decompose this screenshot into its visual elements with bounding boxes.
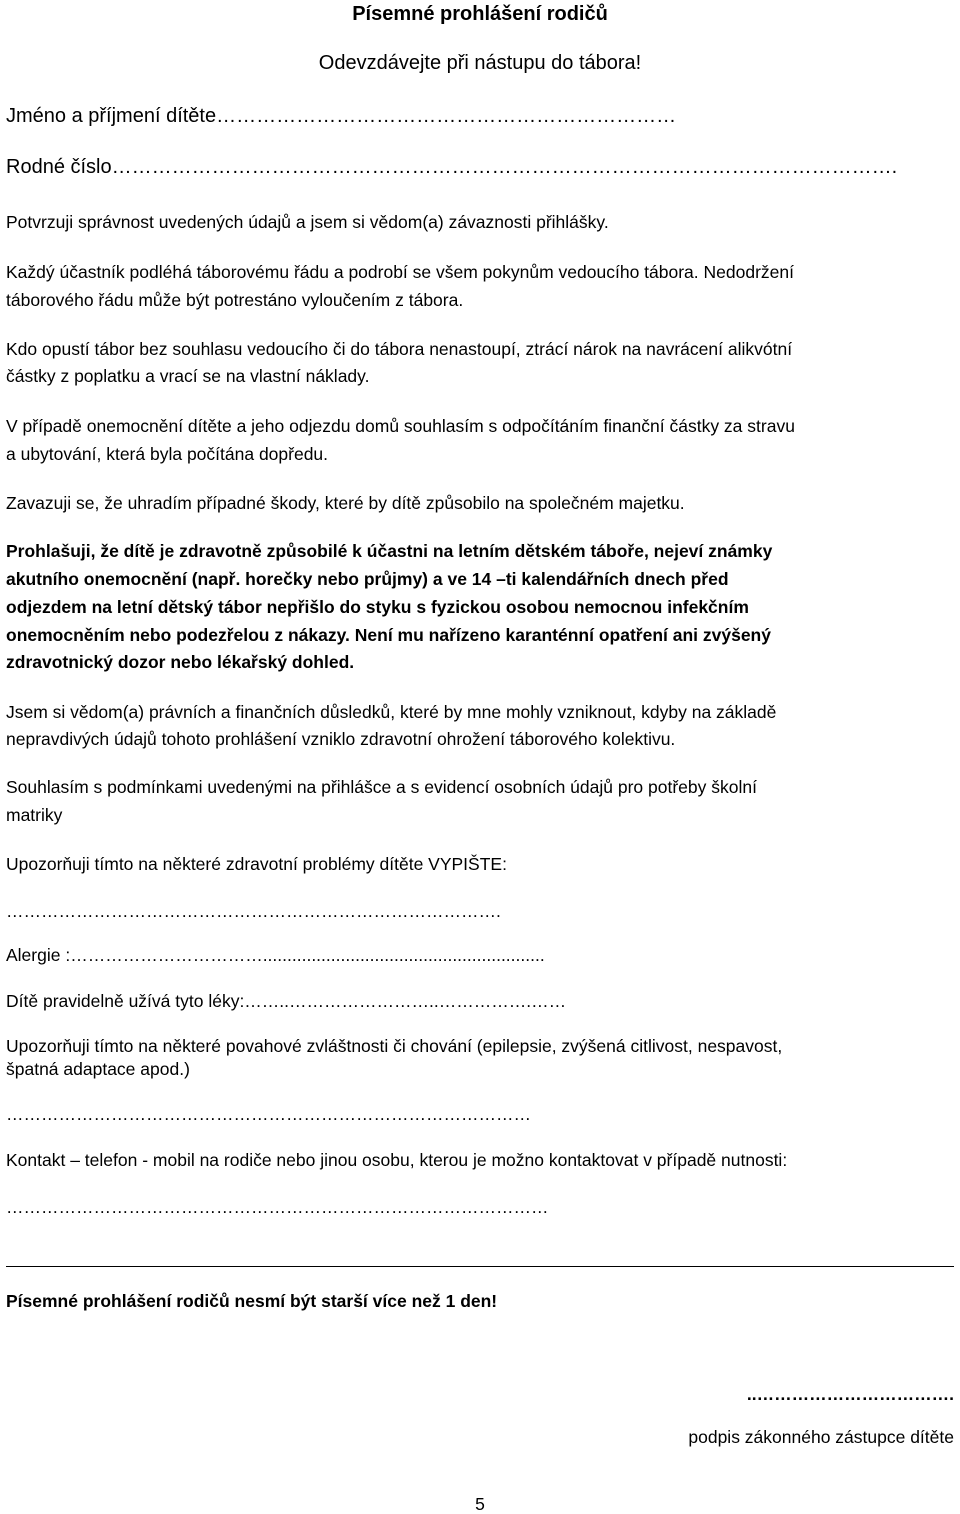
paragraph-confirmation: Potvrzuji správnost uvedených údajů a jsem si vědom(a) závaznosti přihlášky.: [6, 212, 609, 232]
contact-blank: …………………………………………………………………………………: [6, 1197, 549, 1217]
paragraph-health-declaration-line: odjezdem na letní dětský tábor nepřišlo do styku s fyzickou osobou nemocnou infekčním: [6, 597, 749, 617]
paragraph-behaviour-line: Upozorňuji tímto na některé povahové zvláštnosti či chování (epilepsie, zvýšená citlivost, nespavost,: [6, 1036, 783, 1056]
validity-note: Písemné prohlášení rodičů nesmí být starší více než 1 den!: [6, 1291, 498, 1311]
signature-line: ..…………………………….: [746, 1384, 954, 1404]
paragraph-damages: Zavazuji se, že uhradím případné škody, které by dítě způsobilo na společném majetku.: [6, 493, 685, 513]
page-title: Písemné prohlášení rodičů: [352, 3, 608, 25]
behaviour-blank: ………………………………………………………………………………: [6, 1104, 531, 1124]
paragraph-camp-rules-line: Každý účastník podléhá táborovému řádu a podrobí se všem pokynům vedoucího tábora. Nedodržení: [6, 262, 794, 282]
paragraph-health-declaration-line: akutního onemocnění (např. horečky nebo průjmy) a ve 14 –ti kalendářních dnech před: [6, 569, 729, 589]
allergies-field: Alergie :……………………………..........................................................: [6, 945, 545, 965]
page-number: 5: [475, 1494, 485, 1514]
paragraph-consequences-line: Jsem si vědom(a) právních a finančních důsledků, které by mne mohly vzniknout, kdyby na základě: [6, 702, 777, 722]
medication-field: Dítě pravidelně užívá tyto léky:……..……………………..…………….……: [6, 991, 567, 1011]
paragraph-consent-line: Souhlasím s podmínkami uvedenými na přihlášce a s evidencí osobních údajů pro potřeby školní: [6, 777, 757, 797]
paragraph-health-declaration-line: zdravotnický dozor nebo lékařský dohled.: [6, 652, 355, 672]
paragraph-illness-line: a ubytování, která byla počítána dopředu.: [6, 444, 329, 464]
paragraph-camp-rules-line: táborového řádu může být potrestáno vyloučením z tábora.: [6, 290, 464, 310]
birth-number-field: Rodné číslo……………………………………………………………………………………………………….: [6, 156, 898, 178]
paragraph-consent-line: matriky: [6, 805, 63, 825]
paragraph-leaving-line: Kdo opustí tábor bez souhlasu vedoucího či do tábora nenastoupí, ztrácí nárok na navrácení alikvótní: [6, 339, 793, 359]
page-subtitle: Odevzdávejte při nástupu do tábora!: [318, 52, 642, 74]
paragraph-consequences-line: nepravdivých údajů tohoto prohlášení vzniklo zdravotní ohrožení táborového kolektivu.: [6, 729, 676, 749]
paragraph-health-declaration-line: onemocněním nebo podezřelou z nákazy. Není mu nařízeno karanténní opatření ani zvýšený: [6, 625, 771, 645]
health-problems-blank: ………………………………………………………………………….: [6, 901, 501, 921]
paragraph-leaving-line: částky z poplatku a vrací se na vlastní náklady.: [6, 366, 370, 386]
contact-label: Kontakt – telefon - mobil na rodiče nebo jinou osobu, kterou je možno kontaktovat v případě nutnosti:: [6, 1150, 788, 1170]
signature-label: podpis zákonného zástupce dítěte: [688, 1427, 954, 1447]
paragraph-behaviour-line: špatná adaptace apod.): [6, 1059, 190, 1079]
section-divider: [6, 1266, 954, 1267]
child-name-field: Jméno a příjmení dítěte……………………………………………………………: [6, 105, 677, 127]
paragraph-health-declaration-line: Prohlašuji, že dítě je zdravotně způsobilé k účastni na letním dětském táboře, nejeví známky: [6, 541, 773, 561]
health-problems-label: Upozorňuji tímto na některé zdravotní problémy dítěte VYPIŠTE:: [6, 854, 507, 874]
paragraph-illness-line: V případě onemocnění dítěte a jeho odjezdu domů souhlasím s odpočítáním finanční částky za stravu: [6, 416, 795, 436]
